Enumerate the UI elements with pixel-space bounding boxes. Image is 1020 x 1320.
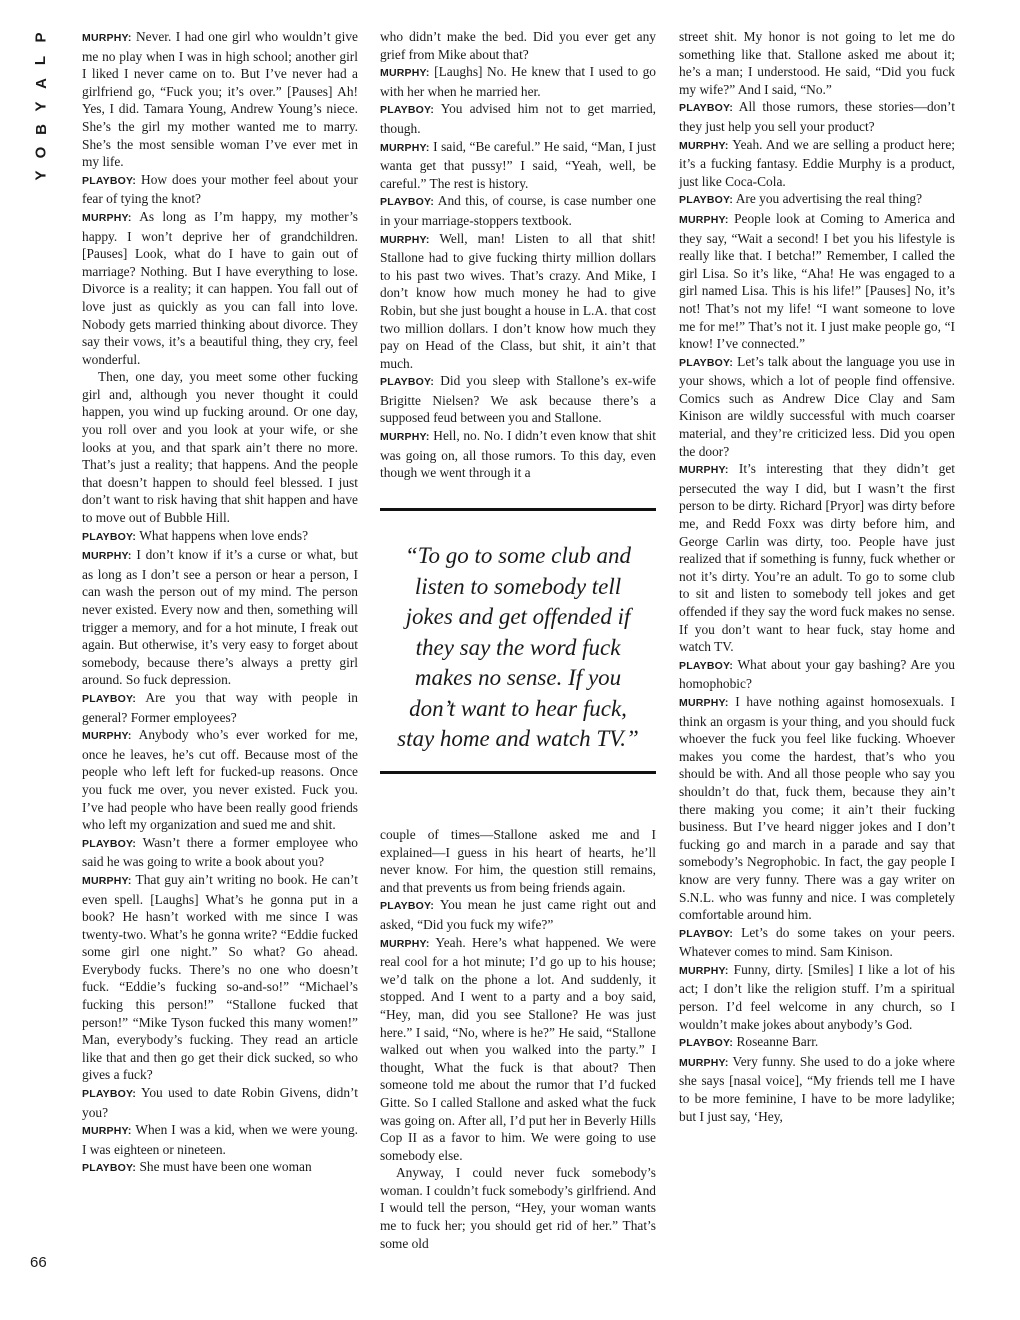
paragraph <box>380 100 656 137</box>
paragraph <box>380 826 656 896</box>
paragraph-text: Wasn’t there a former employee who said he was going to write a book about you? <box>82 834 358 870</box>
paragraph <box>82 726 358 834</box>
speaker-label: MURPHY: <box>82 730 132 743</box>
paragraph-text: street shit. My honor is not going to let me do something like that. Stallone asked me about it; he’s a man; I understood. He said, “Did you fuck my wife?” And I said, “No.” <box>679 29 955 97</box>
paragraph-text: Did you sleep with Stallone’s ex-wife Brigitte Nielsen? We ask because there’s a supposed feud between you and Stallone. <box>380 373 656 426</box>
paragraph-text: When I was a kid, when we were young. I was eighteen or nineteen. <box>82 1122 358 1157</box>
paragraph <box>380 372 656 427</box>
logo-letter: B <box>32 124 50 135</box>
paragraph-text: How does your mother feel about your fear of tying the knot? <box>82 171 358 207</box>
speaker-label: PLAYBOY: <box>82 530 137 543</box>
paragraph <box>679 28 955 98</box>
speaker-label: PLAYBOY: <box>380 196 435 209</box>
speaker-label: PLAYBOY: <box>679 356 734 369</box>
paragraph-text: What happens when love ends? <box>136 527 309 543</box>
paragraph-text: I have nothing against homosexuals. I think an orgasm is your thing, and you should fuck whoever the fuck you feel like fucking. Whoever makes you come the hardest, that’s who you should be with. And all those people who say you shouldn’t do that, fuck them, because they ain’t there making you come; it ain’t their fucking business. But I’ve heard nigger jokes and I don’t fucking go and march in a parade and say that somebody’s Negrophobic. In fact, the gay people I know are very funny. There was a gay writer on S.N.L. who was funny and nice. I was completely comfortable around him. <box>679 693 955 923</box>
paragraph <box>679 1033 955 1053</box>
paragraph <box>380 896 656 933</box>
paragraph-text: You advised him not to get married, though. <box>380 101 656 136</box>
pull-quote-rule-bottom <box>380 771 656 774</box>
paragraph-text: What about your gay bashing? Are you homophobic? <box>679 656 955 692</box>
paragraph-text: Are you that way with people in general? Former employees? <box>82 689 358 725</box>
logo-letter: Y <box>32 101 50 112</box>
logo-letter: Y <box>32 170 50 181</box>
paragraph-text: That guy ain’t writing no book. He can’t even spell. [Laughs] What’s he gonna put in a book? He hasn’t worked with me since I was twenty-two. What’s he gonna write? “Eddie fucked some girl one night.” So what? Go ahead. Everybody fucks. There’s no one who doesn’t fuck. “Eddie’s fucking so-and-so!” “Michael’s fucking this person!” “Stallone fucked that person!” “Mike Tyson fucked this many women!” Man, everybody’s fucking. They read an article like that and then go get their dick sucked, so who gives a fuck? <box>82 871 358 1083</box>
paragraph-text: And this, of course, is case number one in your marriage-stoppers textbook. <box>380 193 656 228</box>
paragraph-text: Anybody who’s ever worked for me, once he leaves, he’s cut off. Because most of the people who left left for fucked-up reasons. Once you fuck me over, you never existed. Fuck you. I’ve had people who have been really good friends who left my organization and sued me and shit. <box>82 727 358 833</box>
speaker-label: PLAYBOY: <box>679 927 734 940</box>
playboy-side-logo <box>30 30 52 183</box>
paragraph <box>679 693 955 924</box>
paragraph <box>679 136 955 191</box>
paragraph <box>82 871 358 1084</box>
pull-quote-text: “To go to some club and listen to somebody tell jokes and get offended if they say the word fuck makes no sense. If you don’t want to hear fuck, stay home and watch TV.” <box>397 543 639 751</box>
paragraph <box>679 656 955 693</box>
text-column-2-bottom <box>380 826 656 1252</box>
paragraph-text: Roseanne Barr. <box>733 1034 819 1050</box>
text-column-3 <box>679 28 955 1125</box>
speaker-label: MURPHY: <box>82 874 132 887</box>
paragraph <box>679 353 955 461</box>
speaker-label: PLAYBOY: <box>380 376 435 389</box>
paragraph <box>82 834 358 871</box>
paragraph <box>380 28 656 63</box>
text-column-1 <box>82 28 358 1178</box>
paragraph <box>679 210 955 353</box>
paragraph-text: Well, man! Listen to all that shit! Stallone had to give fucking thirty million dollars to his past two wives. That’s crazy. And Mike, I don’t know how much money he had to give Robin, but she just bought a house in L.A. that cost two million dollars. I don’t know how much they pay on Head of the Class, but shit, it ain’t that much. <box>380 230 656 371</box>
page-number: 66 <box>30 1254 47 1271</box>
speaker-label: MURPHY: <box>380 937 430 950</box>
paragraph <box>82 689 358 726</box>
speaker-label: MURPHY: <box>380 67 430 80</box>
speaker-label: MURPHY: <box>82 32 132 44</box>
speaker-label: MURPHY: <box>82 550 132 563</box>
paragraph <box>82 527 358 547</box>
paragraph-text: Funny, dirty. [Smiles] I like a lot of his act; I don’t like the religion stuff. I’m a spiritual person. I’d feel welcome in any church, so I wouldn’t make jokes about anybody’s God. <box>679 961 955 1032</box>
speaker-label: MURPHY: <box>679 1056 729 1069</box>
speaker-label: PLAYBOY: <box>82 1088 137 1101</box>
paragraph <box>679 98 955 135</box>
logo-letter: A <box>32 78 50 89</box>
paragraph <box>679 961 955 1033</box>
speaker-label: MURPHY: <box>679 964 729 977</box>
paragraph <box>679 460 955 656</box>
paragraph <box>679 190 955 210</box>
paragraph <box>679 1053 955 1125</box>
paragraph-text: Never. I had one girl who wouldn’t give me no play when I was in high school; another girl I liked I never came on to. But I’ve never had a girlfriend go, “Fuck you; it’s over.” [Pauses] Ah! Yes, I did. Tamara Young, Andrew Young’s niece. She’s the girl my mother wanted me to marry. She’s the most sensible woman I’ve ever met in my life. <box>82 29 358 170</box>
paragraph-text: It’s interesting that they didn’t get persecuted the way I did, but I wasn’t the first person to be dirty. Richard [Pryor] was dirty before me, and Redd Foxx was dirty before him, and George Carlin was dirty, too. People have just realized that if something is funny, fuck whether or not it’s dirty. You’re an adult. To go to some club to sit and listen to somebody tell jokes and get offended if they say the word fuck makes no sense. If you don’t want to hear fuck, stay home and watch TV. <box>679 461 955 655</box>
speaker-label: MURPHY: <box>82 211 132 224</box>
paragraph-text: You used to date Robin Givens, didn’t you? <box>82 1085 358 1120</box>
paragraph <box>380 63 656 100</box>
speaker-label: PLAYBOY: <box>679 194 734 207</box>
paragraph-text: She must have been one woman <box>136 1159 312 1175</box>
paragraph-text: [Laughs] No. He knew that I used to go with her when he married her. <box>380 64 656 99</box>
speaker-label: MURPHY: <box>679 696 729 709</box>
speaker-label: MURPHY: <box>380 431 430 444</box>
text-column-2-top <box>380 28 656 482</box>
paragraph <box>380 1164 656 1252</box>
paragraph <box>380 230 656 373</box>
paragraph <box>380 138 656 193</box>
speaker-label: MURPHY: <box>679 464 729 477</box>
paragraph-text: Let’s do some takes on your peers. Whatever comes to mind. Sam Kinison. <box>679 924 955 960</box>
paragraph <box>82 1158 358 1178</box>
paragraph-text: I don’t know if it’s a curse or what, but as long as I don’t see a person or hear a person, I can wash the person out of my mind. The person never existed. Every now and then, something will trigger a memory, and for a hot minute, I freak out again. But otherwise, it’s very easy to forget about somebody, because there’s always a pretty girl around. So fuck depression. <box>82 547 358 688</box>
paragraph-text: Hell, no. No. I didn’t even know that shit was going on, all those rumors. To this day, even though we went through it a <box>380 428 656 481</box>
speaker-label: PLAYBOY: <box>82 174 137 187</box>
speaker-label: MURPHY: <box>679 213 729 226</box>
paragraph-text: Yeah. Here’s what happened. We were real cool for a hot minute; I’d go up to his house; we’d talk on the phone a lot. And suddenly, it stopped. And I went to a party and a boy said, “Hey, man, did you see Stallone? He was just here.” I said, “No, where is he?” He said, “Stallone walked out when you walked into the party.” I thought, What the fuck is that about? Then someone told me about the rumor that I’d fucked Gitte. So I called Stallone and asked what the fuck was going on. After all, I’d put her in Beverly Hills Cop II as a favor to him. We were going to use somebody else. <box>380 934 656 1163</box>
paragraph <box>82 208 358 368</box>
speaker-label: PLAYBOY: <box>82 1162 137 1175</box>
speaker-label: MURPHY: <box>380 141 430 154</box>
paragraph-text: As long as I’m happy, my mother’s happy. I won’t deprive her of grandchildren. [Pauses] Look, what do I have to gain out of marriage? Nothing. But I have everything to lose. Divorce is a reality; it can happen. You fall out of love just as quickly as you can fall into love. Nobody gets married thinking about divorce. They say their vows, it’s a beautiful thing, they cry, feel wonderful. <box>82 208 358 367</box>
pull-quote <box>380 508 656 774</box>
paragraph <box>82 1121 358 1158</box>
speaker-label: PLAYBOY: <box>82 837 137 850</box>
paragraph <box>82 368 358 526</box>
paragraph <box>82 28 358 171</box>
paragraph-text: Anyway, I could never fuck somebody’s woman. I couldn’t fuck somebody’s girlfriend. And I would tell the person, “Hey, your woman wants me to fuck her; you should get rid of her.” That’s some old <box>380 1165 656 1251</box>
paragraph-text: Let’s talk about the language you use in your shows, which a lot of people find offensive. Comics such as Andrew Dice Clay and Sam Kinison are wildly successful with much coarser material, and they’re criticized less. Did you open the door? <box>679 353 955 459</box>
paragraph-text: Are you advertising the real thing? <box>733 191 923 207</box>
speaker-label: PLAYBOY: <box>679 659 734 672</box>
paragraph-text: Yeah. And we are selling a product here; it’s a fucking fantasy. Eddie Murphy is a product, just like Coca-Cola. <box>679 136 955 189</box>
paragraph <box>380 192 656 229</box>
speaker-label: PLAYBOY: <box>380 104 435 117</box>
logo-letter: P <box>32 32 50 43</box>
speaker-label: PLAYBOY: <box>380 900 435 913</box>
paragraph-text: Very funny. She used to do a joke where she says [nasal voice], “My friends tell me I have to be more feminine, I have to be more ladylike; but I just say, ‘Hey, <box>679 1053 955 1124</box>
paragraph-text: People look at Coming to America and they say, “Wait a second! I bet you his lifestyle is really like that. I betcha!” Remember, I called the girl Lisa. So it’s like, “Aha! He was engaged to a girl named Lisa. This is his life!” [Pauses] No, it’s not! That’s not my life! “I want someone to love me for me!” That’s not it. I just make people go, “I know! I’ve connected.” <box>679 210 955 352</box>
speaker-label: PLAYBOY: <box>679 1037 734 1050</box>
paragraph <box>380 427 656 482</box>
speaker-label: PLAYBOY: <box>82 692 137 705</box>
paragraph-text: I said, “Be careful.” He said, “Man, I just wanta get that pussy!” I said, “Yeah, well, be careful.” The rest is history. <box>380 138 656 191</box>
paragraph <box>679 924 955 961</box>
paragraph-text: All those rumors, these stories—don’t they just help you sell your product? <box>679 99 955 134</box>
speaker-label: MURPHY: <box>82 1125 132 1138</box>
speaker-label: MURPHY: <box>380 233 430 246</box>
paragraph <box>82 546 358 689</box>
paragraph-text: Then, one day, you meet some other fucking girl and, although you never thought it could happen, you wind up fucking around. Or one day, you roll over and you look at your wife, or she looks at you, and that spark ain’t there no more. That’s just a reality; that happens. And the people that doesn’t happen to should feel blessed. I just don’t want to risk having that shit happen and have to move out of Bubble Hill. <box>82 369 358 526</box>
paragraph-text: who didn’t make the bed. Did you ever get any grief from Mike about that? <box>380 29 656 62</box>
paragraph <box>82 1084 358 1121</box>
paragraph <box>82 171 358 208</box>
speaker-label: MURPHY: <box>679 139 729 152</box>
paragraph-text: You mean he just came right out and asked, “Did you fuck my wife?” <box>380 897 656 932</box>
speaker-label: PLAYBOY: <box>679 102 734 115</box>
logo-letter: O <box>32 146 50 159</box>
logo-letter: L <box>32 55 50 66</box>
paragraph <box>380 934 656 1165</box>
paragraph-text: couple of times—Stallone asked me and I explained—I guess in his heart of hearts, he’ll never know. For him, the question still remains, and that prevents us from being friends again. <box>380 827 656 895</box>
